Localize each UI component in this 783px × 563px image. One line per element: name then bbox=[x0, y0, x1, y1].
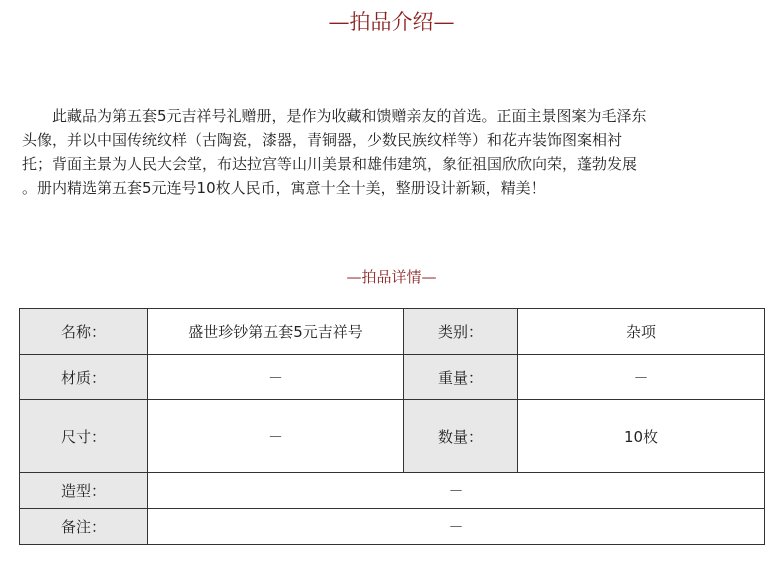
details-title: —拍品详情— bbox=[346, 268, 437, 286]
material-value: － bbox=[148, 355, 404, 400]
shape-value: － bbox=[148, 473, 765, 509]
shape-label: 造型： bbox=[20, 473, 148, 509]
material-label: 材质： bbox=[20, 355, 148, 400]
weight-value: － bbox=[518, 355, 765, 400]
quantity-label: 数量： bbox=[404, 400, 518, 473]
intro-line: 此藏品为第五套5元吉祥号礼赠册，是作为收藏和馈赠亲友的首选。正面主景图案为毛泽东 bbox=[22, 107, 647, 125]
table-row bbox=[20, 400, 765, 473]
quantity-value: 10枚 bbox=[518, 400, 765, 473]
intro-paragraph bbox=[22, 104, 762, 200]
table-row bbox=[20, 355, 765, 400]
category-value: 杂项 bbox=[518, 309, 765, 355]
name-value: 盛世珍钞第五套5元吉祥号 bbox=[148, 309, 404, 355]
remark-label: 备注： bbox=[20, 509, 148, 545]
intro-line: 。册内精选第五套5元连号10枚人民币，寓意十全十美，整册设计新颖，精美！ bbox=[22, 179, 546, 197]
name-label: 名称： bbox=[20, 309, 148, 355]
table-row bbox=[20, 509, 765, 545]
remark-value: － bbox=[148, 509, 765, 545]
weight-label: 重量： bbox=[404, 355, 518, 400]
intro-title: —拍品介绍— bbox=[328, 10, 455, 34]
intro-line: 托；背面主景为人民大会堂，布达拉宫等山川美景和雄伟建筑，象征祖国欣欣向荣，蓬勃发展 bbox=[22, 155, 638, 173]
category-label: 类别： bbox=[404, 309, 518, 355]
table-row bbox=[20, 473, 765, 509]
size-label: 尺寸： bbox=[20, 400, 148, 473]
size-value: － bbox=[148, 400, 404, 473]
table-row bbox=[20, 309, 765, 355]
details-table bbox=[19, 308, 765, 545]
intro-line: 头像，并以中国传统纹样（古陶瓷，漆器，青铜器，少数民族纹样等）和花卉装饰图案相衬 bbox=[22, 131, 623, 149]
